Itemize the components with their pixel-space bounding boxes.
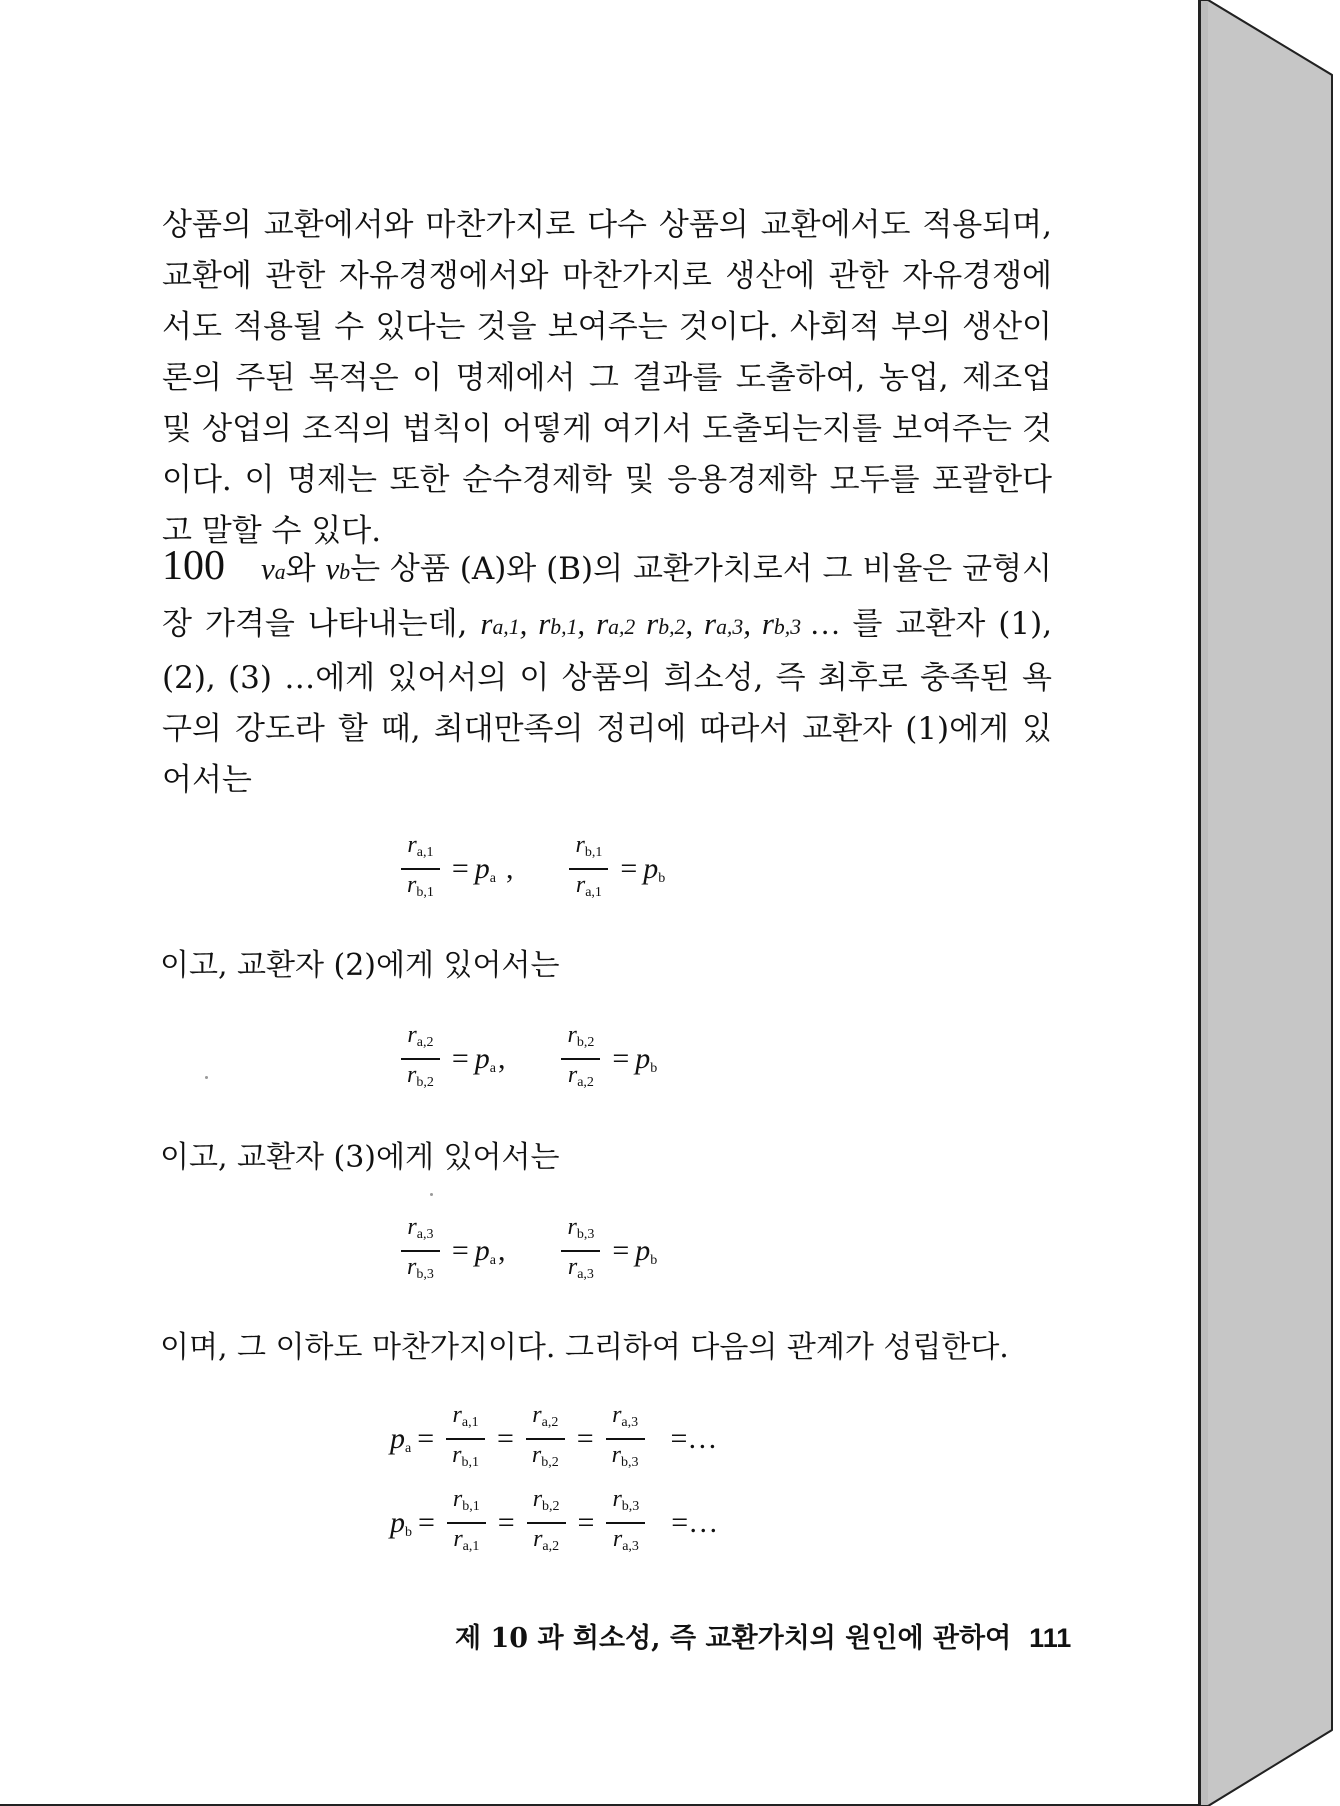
page-footer	[455, 1616, 1071, 1655]
chapter-title: 제 10 과 희소성, 즉 교환가치의 원인에 관하여	[455, 1623, 1012, 1654]
fraction: $\frac{r_{b,2}}{r_{a,2}}$	[527, 1484, 566, 1562]
fraction: $\frac{r_{b,3}}{r_{a,3}}$	[606, 1484, 645, 1562]
equation-exchanger-2: $\frac{r_{a,2}}{r_{b,2}}$ = $p_a$ , $\frac{r_{b,2}}{r_{a,2}}$ = $p_b$	[395, 1020, 657, 1098]
fraction: $\frac{r_{b,1}}{r_{a,1}}$	[447, 1484, 486, 1562]
paragraph-1: 상품의 교환에서와 마찬가지로 다수 상품의 교환에서도 적용되며, 교환에 관한 자유경쟁에서와 마찬가지로 생산에 관한 자유경쟁에서도 적용될 수 있다는 것을 보여주는 것이다. 사회적 부의 생산이론의 주된 목적은 이 명제에서 그 결과를 도출하여, 농업, 제조업 및 상업의 조직의 법칙이 어떻게 여기서 도출되는지를 보여주는 것이다. 이 명제는 또한 순수경제학 및 응용경제학 모두를 포괄한다고 말할 수 있다.	[162, 207, 1052, 549]
var-va: va	[261, 551, 286, 586]
section-number: 100	[162, 543, 225, 589]
connector-exchanger-3: 이고, 교환자 (3)에게 있어서는	[160, 1140, 560, 1175]
fraction: $\frac{r_{a,3}}{r_{b,3}}$	[606, 1400, 645, 1478]
connector-exchanger-2: 이고, 교환자 (2)에게 있어서는	[160, 948, 560, 983]
r-list: ra,1, rb,1, ra,2 rb,2, ra,3, rb,3 …	[480, 606, 840, 641]
equation-exchanger-1: $\frac{r_{a,1}}{r_{b,1}}$ = $p_a$ , $\frac{r_{b,1}}{r_{a,1}}$ = $p_b$	[395, 830, 665, 908]
paragraph-section-100: 100 va와 vb는 상품 (A)와 (B)의 교환가치로서 그 비율은 균형시장 가격을 나타내는데, ra,1, rb,1, ra,2 rb,2, ra,3, rb,3 … 를 교환자 (1), (2), (3) …에게 있어서의 이 상품의 희소성, 즉 최후로 충족된 욕구의 강도라 할 때, 최대만족의 정리에 따라서 교환자 (1)에게 있어서는	[162, 543, 1053, 798]
connector-relation: 이며, 그 이하도 마찬가지이다. 그리하여 다음의 관계가 성립한다.	[160, 1330, 1009, 1365]
page-number: 111	[1029, 1623, 1072, 1653]
fraction: $\frac{r_{a,3}}{r_{b,3}}$	[401, 1212, 440, 1290]
fraction: $\frac{r_{b,1}}{r_{a,1}}$	[569, 830, 608, 908]
book-side-edge	[1200, 0, 1340, 1806]
equation-pa-chain: $p_a$ = $\frac{r_{a,1}}{r_{b,1}}$ = $\frac{r_{a,2}}{r_{b,2}}$ = $\frac{r_{a,3}}{r_{b,3}}$ =…	[390, 1400, 723, 1478]
fraction: $\frac{r_{a,1}}{r_{b,1}}$	[446, 1400, 485, 1478]
fraction: $\frac{r_{a,2}}{r_{b,2}}$	[401, 1020, 440, 1098]
var-vb: vb	[325, 551, 351, 586]
fraction: $\frac{r_{b,3}}{r_{a,3}}$	[561, 1212, 600, 1290]
fraction: $\frac{r_{a,2}}{r_{b,2}}$	[526, 1400, 565, 1478]
fraction: $\frac{r_{b,2}}{r_{a,2}}$	[561, 1020, 600, 1098]
equation-exchanger-3: $\frac{r_{a,3}}{r_{b,3}}$ = $p_a$ , $\frac{r_{b,3}}{r_{a,3}}$ = $p_b$	[395, 1212, 657, 1290]
fraction: $\frac{r_{a,1}}{r_{b,1}}$	[401, 830, 440, 908]
equation-pb-chain: $p_b$ = $\frac{r_{b,1}}{r_{a,1}}$ = $\frac{r_{b,2}}{r_{a,2}}$ = $\frac{r_{b,3}}{r_{a,3}}$ =…	[390, 1484, 724, 1562]
